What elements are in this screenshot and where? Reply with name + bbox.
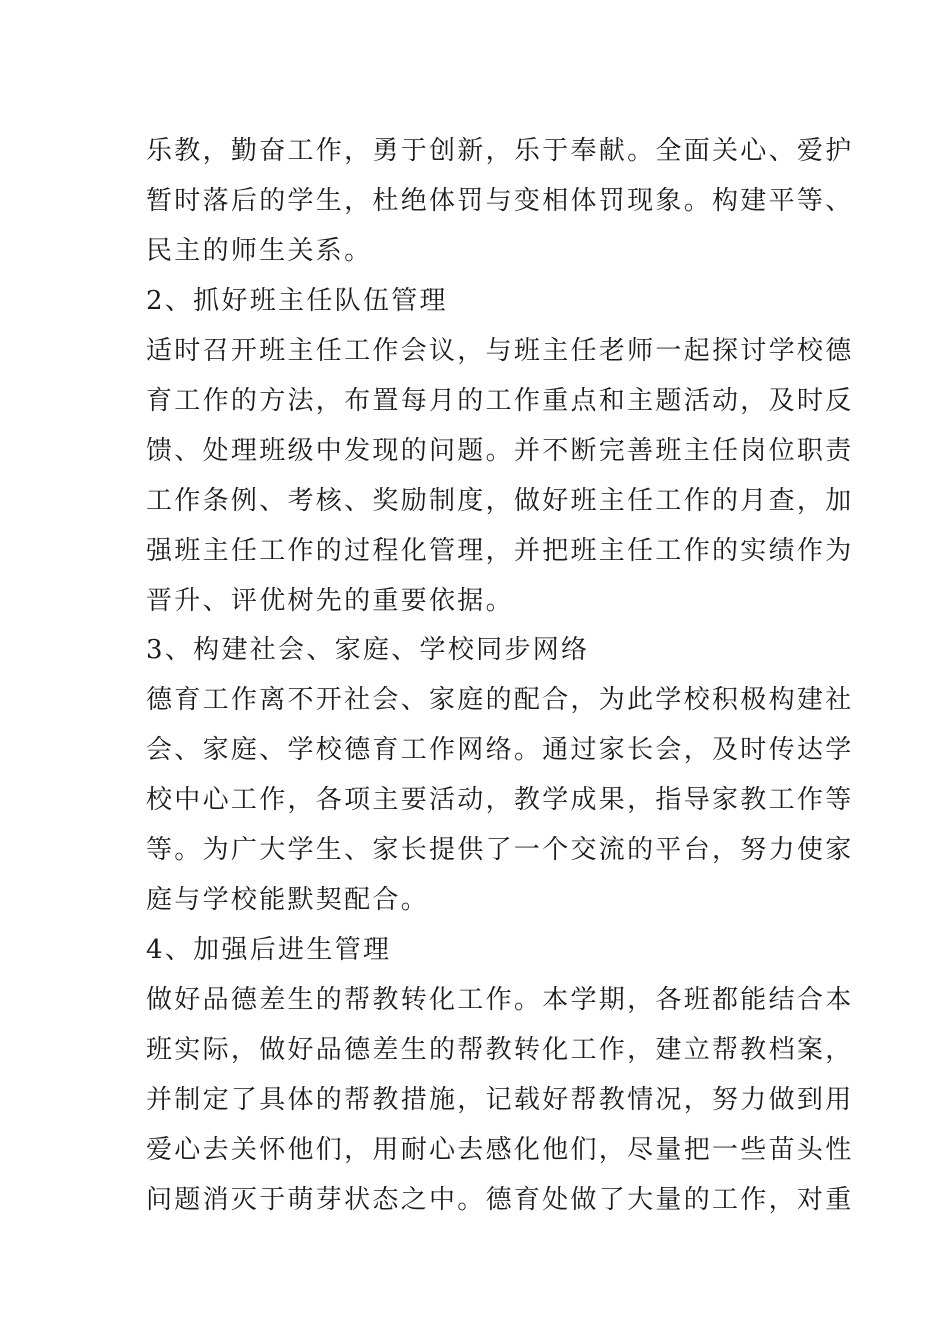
text-line: 并制定了具体的帮教措施，记载好帮教情况，努力做到用: [146, 1085, 854, 1115]
text-line: 晋升、评优树先的重要依据。: [146, 586, 514, 616]
text-line: 育工作的方法，布置每月的工作重点和主题活动，及时反: [146, 386, 854, 416]
text-line: 德育工作离不开社会、家庭的配合，为此学校积极构建社: [146, 685, 854, 715]
text-line: 等。为广大学生、家长提供了一个交流的平台，努力使家: [146, 835, 854, 865]
section-heading: 4、加强后进生管理: [146, 935, 392, 965]
text-line: 问题消灭于萌芽状态之中。德育处做了大量的工作，对重: [146, 1185, 854, 1215]
text-line: 馈、处理班级中发现的问题。并不断完善班主任岗位职责: [146, 436, 854, 466]
text-line: 会、家庭、学校德育工作网络。通过家长会，及时传达学: [146, 735, 854, 765]
text-line: 校中心工作，各项主要活动，教学成果，指导家教工作等: [146, 785, 854, 815]
text-line: 强班主任工作的过程化管理，并把班主任工作的实绩作为: [146, 536, 854, 566]
text-line: 乐教，勤奋工作，勇于创新，乐于奉献。全面关心、爱护: [146, 136, 854, 166]
section-heading: 3、构建社会、家庭、学校同步网络: [146, 635, 590, 665]
text-line: 爱心去关怀他们，用耐心去感化他们，尽量把一些苗头性: [146, 1135, 854, 1165]
text-line: 做好品德差生的帮教转化工作。本学期，各班都能结合本: [146, 985, 854, 1015]
section-heading: 2、抓好班主任队伍管理: [146, 286, 448, 316]
text-line: 民主的师生关系。: [146, 236, 373, 266]
text-line: 庭与学校能默契配合。: [146, 885, 430, 915]
text-line: 工作条例、考核、奖励制度，做好班主任工作的月查，加: [146, 486, 854, 516]
text-line: 班实际，做好品德差生的帮教转化工作，建立帮教档案，: [146, 1035, 854, 1065]
text-line: 暂时落后的学生，杜绝体罚与变相体罚现象。构建平等、: [146, 186, 854, 216]
text-line: 适时召开班主任工作会议，与班主任老师一起探讨学校德: [146, 336, 854, 366]
